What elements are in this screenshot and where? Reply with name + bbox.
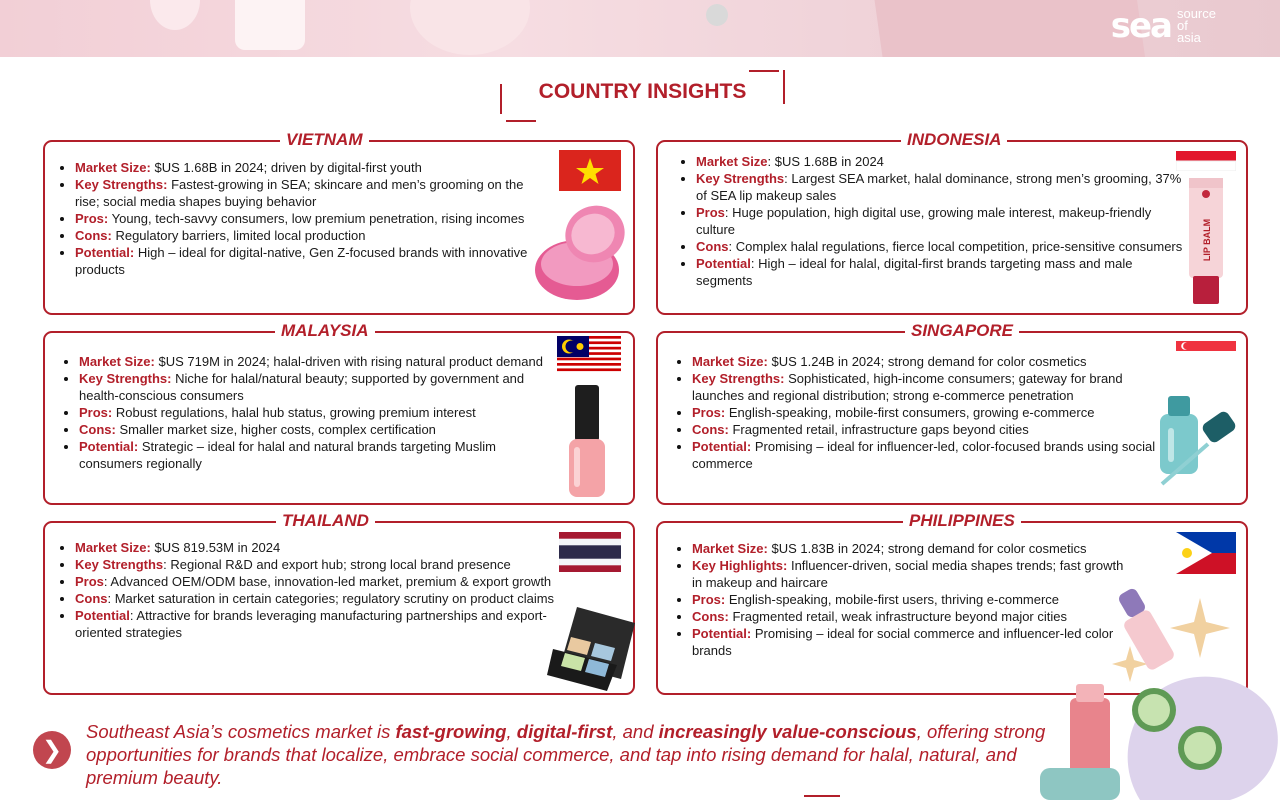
item-label: Cons: xyxy=(692,422,729,437)
list-item xyxy=(692,370,1162,404)
list-item xyxy=(692,557,1132,591)
cosmetic-jar-decoration xyxy=(235,0,305,50)
item-label: Cons: xyxy=(692,609,729,624)
item-text: $US 1.24B in 2024; strong demand for color cosmetics xyxy=(767,354,1087,369)
item-label: Market Size: xyxy=(75,160,151,175)
list-item xyxy=(692,421,1162,438)
country-title: PHILIPPINES xyxy=(903,511,1021,531)
thailand-flag-icon xyxy=(559,532,621,572)
emphasis-text: fast-growing xyxy=(395,721,507,742)
item-text: Promising – ideal for social commerce and influencer-led color brands xyxy=(692,626,1114,658)
item-label: Potential: xyxy=(692,439,752,454)
item-text: : Attractive for brands leveraging manufacturing partnerships and export-oriented strategies xyxy=(75,608,547,640)
item-label: Potential: xyxy=(75,245,135,260)
item-label: Cons: xyxy=(75,228,112,243)
item-text: : Complex halal regulations, fierce local competition, price-sensitive consumers xyxy=(728,239,1183,254)
item-label: Key Strengths: xyxy=(692,371,785,386)
chevron-right-icon: ❯ xyxy=(33,731,71,769)
list-item xyxy=(75,210,545,227)
item-label: Potential: xyxy=(692,626,752,641)
philippines-flag-icon xyxy=(1176,532,1236,574)
item-text: English-speaking, mobile-first users, thriving e-commerce xyxy=(725,592,1060,607)
emphasis-text: increasingly value-conscious xyxy=(658,721,917,742)
item-text: Niche for halal/natural beauty; supported by government and health-conscious consumers xyxy=(79,371,525,403)
vietnam-flag-icon xyxy=(559,150,621,191)
logo-tagline: source of asia xyxy=(1176,6,1216,45)
item-label: Potential xyxy=(75,608,130,623)
item-text: Influencer-driven, social media shapes trends; fast growth in makeup and haircare xyxy=(692,558,1124,590)
item-label: Market Size: xyxy=(79,354,155,369)
card-malaysia xyxy=(43,321,635,505)
item-text: Promising – ideal for influencer-led, color-focused brands using social commerce xyxy=(692,439,1156,471)
list-item xyxy=(696,153,1186,170)
item-label: Key Strengths xyxy=(696,171,785,186)
item-text: : Huge population, high digital use, growing male interest, makeup-friendly culture xyxy=(696,205,1152,237)
item-label: Cons xyxy=(75,591,108,606)
indonesia-flag-icon xyxy=(1176,151,1236,171)
item-text: $US 819.53M in 2024 xyxy=(150,540,281,555)
lip-balm-tube-icon xyxy=(1186,176,1226,306)
item-text: : $US 1.68B in 2024 xyxy=(767,154,884,169)
card-indonesia xyxy=(656,130,1248,315)
insight-list xyxy=(682,153,1186,289)
list-item xyxy=(696,204,1186,238)
list-item xyxy=(692,404,1162,421)
list-item xyxy=(75,539,560,556)
emphasis-text: digital-first xyxy=(516,721,613,742)
eyeshadow-palette-decoration xyxy=(873,0,1147,57)
list-item xyxy=(75,573,560,590)
item-label: Potential xyxy=(696,256,751,271)
skincare-decoration-icon xyxy=(1030,588,1280,800)
summary-statement xyxy=(86,720,1046,789)
item-text: Robust regulations, halal hub status, growing premium interest xyxy=(112,405,476,420)
page-title: COUNTRY INSIGHTS xyxy=(538,80,747,103)
item-label: Pros xyxy=(75,574,104,589)
item-text: : Regional R&D and export hub; strong local brand presence xyxy=(163,557,511,572)
list-item xyxy=(75,159,545,176)
item-label: Pros: xyxy=(75,211,109,226)
country-title: THAILAND xyxy=(276,511,375,531)
eyeshadow-palette-icon xyxy=(547,603,637,693)
country-title: INDONESIA xyxy=(901,130,1007,150)
item-label: Market Size: xyxy=(75,540,151,555)
item-text: $US 1.68B in 2024; driven by digital-first youth xyxy=(150,160,422,175)
item-text: Young, tech-savvy consumers, low premium penetration, rising incomes xyxy=(108,211,525,226)
item-label: Market Size xyxy=(696,154,768,169)
list-item xyxy=(692,438,1162,472)
list-item xyxy=(79,438,559,472)
list-item xyxy=(75,244,545,278)
item-label: Cons xyxy=(696,239,729,254)
item-text: Strategic – ideal for halal and natural brands targeting Muslim consumers regionally xyxy=(79,439,496,471)
item-label: Pros xyxy=(696,205,725,220)
item-text: : Market saturation in certain categories; regulatory scrutiny on product claims xyxy=(107,591,555,606)
cushion-compact-icon xyxy=(533,200,629,306)
list-item xyxy=(692,353,1162,370)
item-label: Key Strengths xyxy=(75,557,164,572)
list-item xyxy=(79,404,559,421)
list-item xyxy=(75,590,560,607)
powder-puff-decoration xyxy=(410,0,530,55)
list-item xyxy=(75,176,545,210)
item-label: Market Size: xyxy=(692,541,768,556)
malaysia-flag-icon xyxy=(557,336,621,374)
item-text: Fragmented retail, infrastructure gaps beyond cities xyxy=(728,422,1029,437)
glitter-ball-decoration xyxy=(706,4,728,26)
list-item xyxy=(696,238,1186,255)
insight-list xyxy=(678,353,1162,472)
list-item xyxy=(75,607,560,641)
title-bracket-bottom xyxy=(506,110,536,122)
summary-text: , xyxy=(506,721,517,742)
list-item xyxy=(79,370,559,404)
item-text: Regulatory barriers, limited local production xyxy=(111,228,366,243)
country-title: VIETNAM xyxy=(280,130,369,150)
item-text: $US 719M in 2024; halal-driven with rising natural product demand xyxy=(154,354,543,369)
card-singapore xyxy=(656,321,1248,505)
insight-list xyxy=(61,539,560,641)
country-title: SINGAPORE xyxy=(905,321,1019,341)
card-thailand xyxy=(43,511,635,695)
item-text: Smaller market size, higher costs, complex certification xyxy=(115,422,436,437)
title-block xyxy=(500,70,785,120)
header-banner xyxy=(0,0,1280,57)
list-item xyxy=(696,170,1186,204)
list-item xyxy=(692,540,1132,557)
item-text: High – ideal for digital-native, Gen Z-focused brands with innovative products xyxy=(75,245,528,277)
item-label: Key Highlights: xyxy=(692,558,788,573)
list-item xyxy=(75,227,545,244)
item-text: Fastest-growing in SEA; skincare and men’s grooming on the rise; social media shapes buying behavior xyxy=(75,177,524,209)
item-text: : High – ideal for halal, digital-first brands targeting mass and male segments xyxy=(696,256,1133,288)
item-label: Pros: xyxy=(692,405,726,420)
summary-text: Southeast Asia’s cosmetics market is xyxy=(86,721,396,742)
item-text: : Largest SEA market, halal dominance, strong men’s grooming, 37% of SEA lip makeup sales xyxy=(696,171,1182,203)
logo-mark: sea xyxy=(1110,6,1171,46)
brand-logo[interactable] xyxy=(1111,6,1216,46)
item-text: $US 1.83B in 2024; strong demand for color cosmetics xyxy=(767,541,1087,556)
singapore-flag-icon xyxy=(1176,341,1236,361)
item-label: Market Size: xyxy=(692,354,768,369)
item-text: : Advanced OEM/ODM base, innovation-led market, premium & export growth xyxy=(103,574,552,589)
item-text: Sophisticated, high-income consumers; gateway for brand launches and regional distribution; strong e-commerce penetration xyxy=(692,371,1123,403)
country-title: MALAYSIA xyxy=(275,321,375,341)
list-item xyxy=(696,255,1186,289)
list-item xyxy=(79,421,559,438)
footer-divider xyxy=(804,795,840,797)
nail-polish-icon xyxy=(565,383,609,501)
item-label: Potential: xyxy=(79,439,139,454)
summary-text: , and xyxy=(612,721,659,742)
insight-list xyxy=(61,159,545,278)
item-text: Fragmented retail, weak infrastructure beyond major cities xyxy=(728,609,1067,624)
insight-list xyxy=(65,353,559,472)
list-item xyxy=(75,556,560,573)
card-vietnam xyxy=(43,130,635,315)
item-label: Key Strengths: xyxy=(79,371,172,386)
dropper-bottle-icon xyxy=(1150,388,1242,490)
bottle-decoration xyxy=(150,0,200,30)
item-label: Cons: xyxy=(79,422,116,437)
item-text: English-speaking, mobile-first consumers, growing e-commerce xyxy=(725,405,1095,420)
lip-balm-label: LIP BALM xyxy=(1202,218,1212,262)
item-label: Pros: xyxy=(692,592,726,607)
item-label: Pros: xyxy=(79,405,113,420)
list-item xyxy=(79,353,559,370)
item-label: Key Strengths: xyxy=(75,177,168,192)
summary-text: , offering strong opportunities for brands that localize, embrace social commerce, and tap into rising demand for halal, natural, and premium beauty. xyxy=(86,721,1046,788)
